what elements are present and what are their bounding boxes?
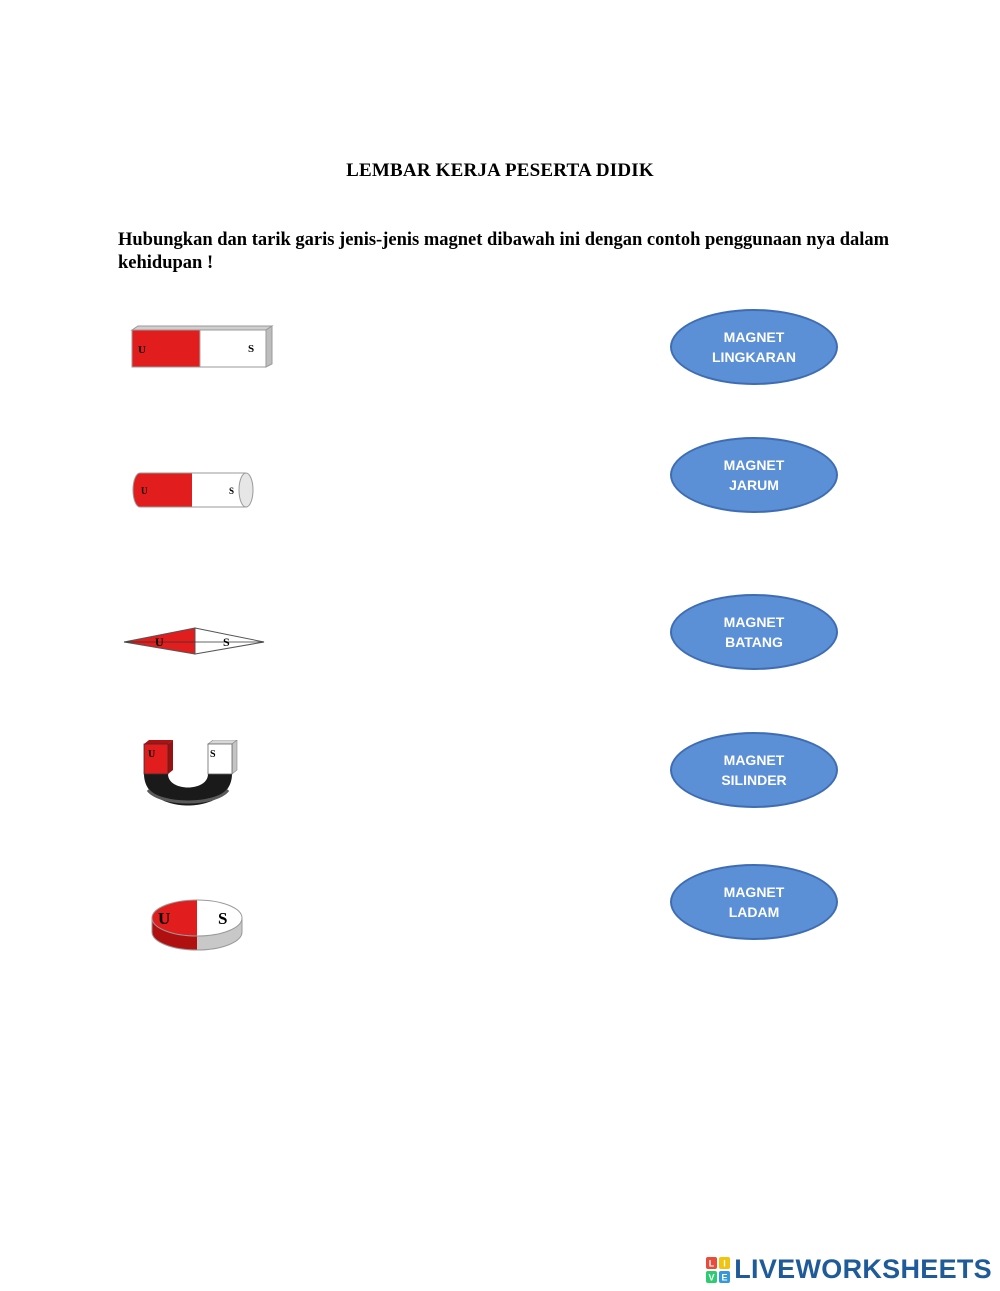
liveworksheets-logo-icon — [706, 1257, 730, 1283]
answer-oval-magnet-batang[interactable] — [670, 594, 838, 670]
disc-magnet-image[interactable] — [148, 894, 246, 958]
answer-oval-magnet-silinder[interactable] — [670, 732, 838, 808]
answer-oval-magnet-ladam[interactable] — [670, 864, 838, 940]
logo-letter-v: V — [708, 1272, 715, 1282]
needle-magnet-image[interactable] — [121, 624, 269, 658]
oval-line2: SILINDER — [721, 772, 787, 788]
bar-magnet-south-label: S — [248, 343, 255, 355]
oval-line1: MAGNET — [723, 329, 785, 345]
logo-letter-l: L — [709, 1258, 715, 1268]
oval-line2: LINGKARAN — [712, 349, 796, 365]
bar-magnet-image[interactable] — [128, 322, 274, 372]
cylinder-magnet-image[interactable] — [128, 468, 260, 512]
oval-line2: BATANG — [725, 634, 783, 650]
oval-line2: JARUM — [729, 477, 779, 493]
logo-letter-e: E — [721, 1272, 728, 1282]
cylinder-magnet-north-label: U — [141, 486, 148, 496]
oval-line2: LADAM — [728, 904, 780, 920]
needle-magnet-south-label: S — [223, 635, 230, 649]
answer-oval-magnet-lingkaran[interactable] — [670, 309, 838, 385]
oval-line1: MAGNET — [723, 884, 785, 900]
disc-magnet-north-label: U — [158, 909, 171, 928]
page-title: LEMBAR KERJA PESERTA DIDIK — [346, 160, 654, 181]
cylinder-magnet-south-label: S — [229, 486, 235, 496]
liveworksheets-footer[interactable] — [706, 1254, 992, 1285]
horseshoe-magnet-north-label: U — [148, 749, 156, 760]
needle-magnet-north-label: U — [155, 635, 164, 649]
liveworksheets-brand-text: LIVEWORKSHEETS — [734, 1254, 992, 1284]
answer-oval-magnet-jarum[interactable] — [670, 437, 838, 513]
horseshoe-magnet-south-label: S — [210, 749, 216, 760]
bar-magnet-north-label: U — [138, 344, 146, 356]
horseshoe-magnet-image[interactable] — [138, 740, 244, 810]
oval-line1: MAGNET — [723, 752, 785, 768]
disc-magnet-south-label: S — [218, 909, 228, 928]
logo-letter-i: I — [723, 1258, 727, 1268]
instruction-text: Hubungkan dan tarik garis jenis-jenis magnet dibawah ini dengan contoh penggunaan nya dalam kehidupan ! — [118, 230, 890, 273]
oval-line1: MAGNET — [723, 614, 785, 630]
oval-line1: MAGNET — [723, 457, 785, 473]
